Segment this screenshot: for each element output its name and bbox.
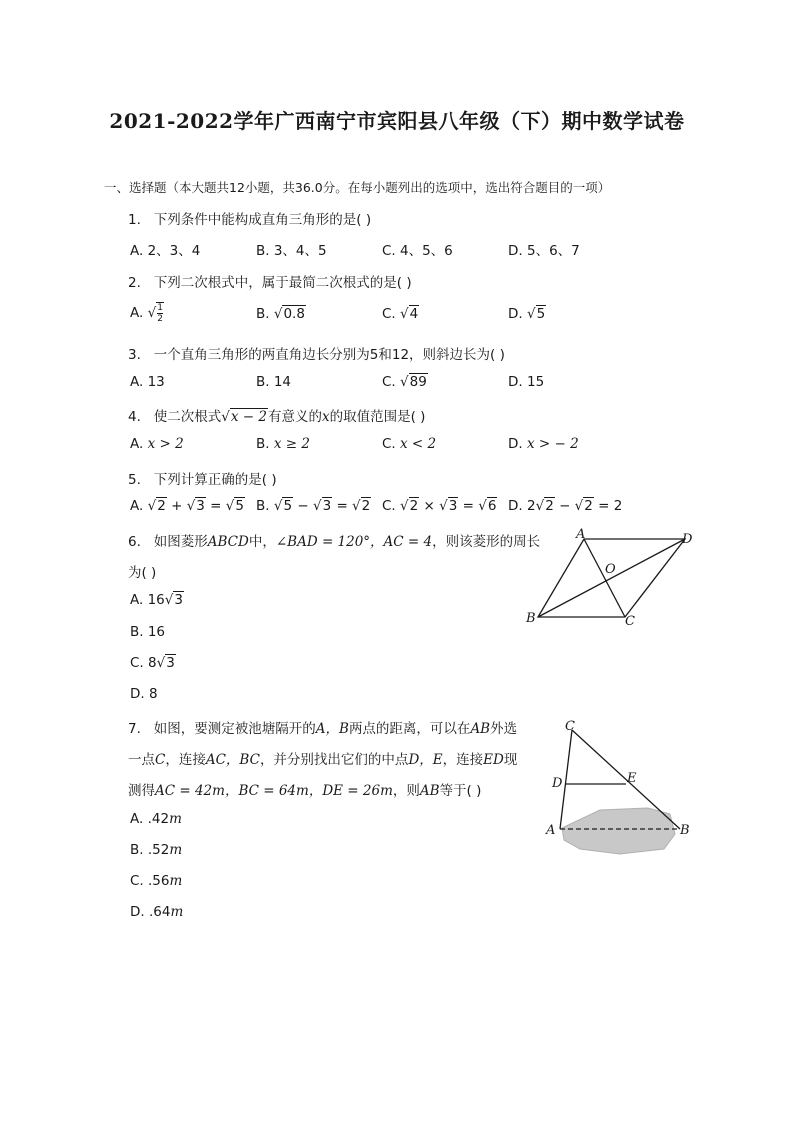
option-letter: A. [130, 436, 144, 452]
radicand: 3 [166, 655, 175, 671]
question-6-line2: 为( ) [128, 565, 157, 581]
numerator: 1 [157, 303, 163, 313]
question-5 [128, 468, 277, 488]
result: 2 [613, 498, 623, 514]
question-text: ，则该菱形的周长 [432, 534, 541, 550]
variable: ED [483, 752, 504, 768]
question-text: 有意义的 [267, 409, 322, 425]
radicand: 2 [409, 498, 419, 514]
label-e: E [627, 771, 637, 786]
q6-option-a[interactable]: A. 16√3 [130, 592, 183, 608]
q5-option-b[interactable]: B. √5 − √3 = √2 [256, 498, 371, 514]
option-letter: D. [508, 498, 523, 514]
option-letter: D. [508, 306, 523, 322]
pond-shape [562, 808, 675, 854]
question-3 [128, 343, 505, 363]
question-text: ，并分别找出它们的中点 [259, 752, 409, 768]
question-4: 4. 使二次根式√x − 2有意义的x的取值范围是( ) [128, 409, 426, 425]
fraction [156, 302, 164, 324]
q7-option-c[interactable] [130, 873, 182, 889]
option-letter: A. [130, 592, 144, 608]
radicand: 3 [322, 498, 332, 514]
question-text: 使二次根式 [153, 409, 222, 425]
unit: m [170, 904, 184, 920]
option-letter: B. [256, 306, 270, 322]
unit: m [169, 842, 183, 858]
label-c: C [625, 614, 635, 629]
question-text: 下列二次根式中，属于最简二次根式的是( ) [153, 275, 412, 291]
question-number: 6. [128, 534, 141, 550]
question-number: 2. [128, 275, 141, 291]
question-text: 下列计算正确的是( ) [153, 472, 277, 488]
radicand: 4 [409, 306, 419, 322]
radicand: 2 [157, 498, 166, 514]
q3-option-a[interactable]: A. 13 [130, 374, 165, 390]
label-d: D [682, 532, 693, 547]
radicand: 5 [235, 498, 244, 514]
label-o: O [605, 562, 616, 577]
question-text: 一个直角三角形的两直角边长分别为5和12，则斜边长为( ) [153, 347, 505, 363]
question-text: 两点的距离，可以在 [348, 721, 471, 737]
question-number: 3. [128, 347, 141, 363]
option-letter: C. [130, 655, 144, 671]
option-letter: A. [130, 498, 144, 514]
option-letter: A. [130, 305, 144, 321]
denominator: 2 [157, 314, 163, 324]
radicand: 2 [584, 498, 593, 514]
radicand: 6 [487, 498, 497, 514]
variable: AB [470, 721, 491, 737]
q3-option-b[interactable]: B. 14 [256, 374, 292, 390]
radicand: 2 [545, 498, 554, 514]
pond-figure [540, 716, 700, 861]
q7-option-a[interactable] [130, 811, 182, 827]
unit: m [169, 873, 183, 889]
coefficient: 2 [526, 498, 536, 514]
question-text: ，则 [392, 783, 420, 799]
option-letter: B. [256, 436, 270, 452]
q4-option-b[interactable] [256, 436, 310, 452]
question-text: 外选 [490, 721, 518, 737]
variable: D，E [408, 752, 443, 768]
question-1 [128, 208, 371, 228]
q1-option-d[interactable]: D. 5、6、7 [508, 243, 580, 259]
question-text: ，连接 [165, 752, 206, 768]
question-text: 一点 [128, 752, 155, 768]
question-text: ，连接 [442, 752, 484, 768]
option-letter: C. [382, 374, 396, 390]
radicand: 0.8 [283, 306, 305, 322]
radicand: 3 [174, 592, 183, 608]
q1-option-c[interactable]: C. 4、5、6 [382, 243, 453, 259]
question-6 [128, 530, 540, 550]
question-7-line3 [128, 779, 481, 799]
question-number: 7. [128, 721, 141, 737]
diagonal-ac [584, 539, 625, 617]
rhombus-figure [520, 525, 700, 630]
radicand: 3 [448, 498, 458, 514]
q2-option-a[interactable]: A. √ $\frac{1}{2}$ [130, 303, 163, 324]
radicand: 5 [283, 498, 293, 514]
option-value: C. .56 [130, 873, 170, 889]
question-number: 5. [128, 472, 141, 488]
q1-option-a[interactable]: A. 2、3、4 [130, 243, 201, 259]
q4-option-d[interactable] [508, 436, 579, 452]
q3-option-d[interactable]: D. 15 [508, 374, 545, 390]
page-title: 2021-2022学年广西南宁市宾阳县八年级（下）期中数学试卷 [109, 109, 685, 133]
option-value: x > 2 [147, 436, 184, 452]
option-letter: B. [256, 498, 270, 514]
option-value: A. .42 [130, 811, 170, 827]
radicand: x − 2 [230, 409, 267, 425]
label-d: D [552, 776, 563, 791]
radicand: 5 [536, 306, 546, 322]
coefficient: 16 [147, 592, 165, 608]
q6-option-c[interactable]: C. 8√3 [130, 655, 175, 671]
option-value: B. .52 [130, 842, 170, 858]
question-text: 如图菱形 [153, 534, 208, 550]
variable: C [155, 752, 166, 768]
radicand: 89 [409, 374, 427, 390]
q6-option-b[interactable]: B. 16 [130, 624, 166, 640]
question-text: 的取值范围是( ) [329, 409, 426, 425]
option-letter: D. [508, 436, 523, 452]
q2-option-c[interactable]: C. √4 [382, 306, 419, 322]
condition: ∠BAD = 120°，AC = 4 [275, 534, 433, 550]
option-letter: C. [382, 436, 396, 452]
variable: AC，BC [205, 752, 260, 768]
option-value: x > − 2 [526, 436, 579, 452]
coefficient: 8 [148, 655, 157, 671]
question-number: 4. [128, 409, 141, 425]
variable: x [321, 409, 330, 425]
variable: AB [419, 783, 440, 799]
unit: m [169, 811, 182, 827]
label-b: B [526, 611, 536, 626]
q1-option-b[interactable]: B. 3、4、5 [256, 243, 327, 259]
q5-option-c[interactable]: C. √2 × √3 = √6 [382, 498, 497, 514]
q2-option-b[interactable]: B. √0.8 [256, 306, 305, 322]
option-value: x ≥ 2 [273, 436, 310, 452]
q2-option-d[interactable]: D. √5 [508, 306, 546, 322]
radicand: 2 [361, 498, 371, 514]
label-b: B [680, 823, 690, 838]
q5-option-a[interactable]: A. √2 + √3 = √5 [130, 498, 244, 514]
question-number: 1. [128, 212, 141, 228]
q7-option-b[interactable] [130, 842, 182, 858]
question-text: 现 [503, 752, 518, 768]
option-value: x < 2 [400, 436, 437, 452]
q4-option-a[interactable] [130, 436, 184, 452]
q4-option-c[interactable] [382, 436, 436, 452]
radicand: 3 [196, 498, 205, 514]
question-text: 中， [248, 534, 276, 550]
q3-option-c[interactable]: C. √89 [382, 374, 427, 390]
diagonal-bd [538, 539, 685, 617]
condition: AC = 42m，BC = 64m，DE = 26m [155, 783, 393, 799]
question-text: 如图，要测定被池塘隔开的 [153, 721, 316, 737]
question-7-line2 [128, 748, 517, 768]
question-text: 下列条件中能构成直角三角形的是( ) [153, 212, 372, 228]
q6-option-d[interactable]: D. 8 [130, 686, 158, 702]
question-7 [128, 717, 517, 737]
q7-option-d[interactable] [130, 904, 183, 920]
question-text: 测得 [128, 783, 155, 799]
option-letter: C. [382, 498, 396, 514]
label-c: C [565, 719, 575, 734]
variable: A，B [315, 721, 349, 737]
question-2 [128, 271, 412, 291]
label-a: A [546, 823, 556, 838]
option-letter: C. [382, 306, 396, 322]
question-text: 等于( ) [439, 783, 482, 799]
label-a: A [576, 527, 586, 542]
section-header: 一、选择题（本大题共12小题，共36.0分。在每小题列出的选项中，选出符合题目的一项） [104, 180, 611, 195]
option-value: D. .64 [130, 904, 171, 920]
q5-option-d[interactable]: D. 2√2 − √2 = 2 [508, 498, 623, 514]
shape-name: ABCD [207, 534, 249, 550]
